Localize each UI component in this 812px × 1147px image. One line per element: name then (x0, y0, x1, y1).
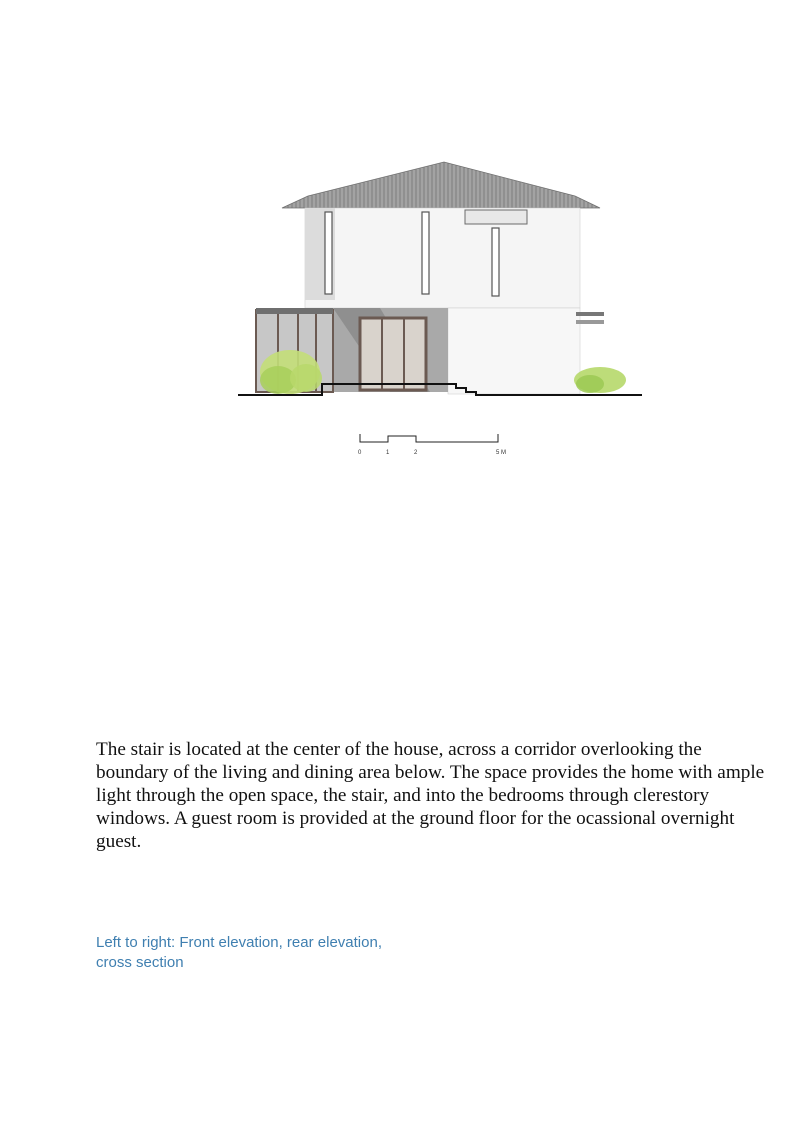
upper-wall (305, 208, 580, 308)
house-elevation-drawing (230, 150, 650, 405)
caption-line-1: Left to right: Front elevation, rear elevation, (96, 934, 382, 951)
scale-label-2: 2 (414, 450, 418, 456)
balcony-rail-1 (576, 312, 604, 316)
clerestory-window-3 (492, 228, 499, 296)
scale-bar-line (360, 434, 498, 442)
clerestory-window-2 (422, 212, 429, 294)
scale-label-1: 1 (386, 450, 390, 456)
scale-label-5m: 5 M (496, 450, 507, 456)
balcony-rail-2 (576, 320, 604, 324)
body-paragraph: The stair is located at the center of the house, across a corridor overlooking the boundary of the living and dining area below. The space provides the home with ample light through the open space, the stair, and into the bedrooms through clerestory windows. A guest room is provided at the ground floor for the ocassional overnight guest. (96, 739, 765, 852)
clerestory-window-1 (325, 212, 332, 294)
eave-fascia (465, 210, 527, 224)
shrub-right (574, 367, 626, 393)
roof (282, 162, 600, 208)
lower-wall-right (448, 308, 580, 394)
scale-label-0: 0 (358, 450, 362, 456)
sliding-door (360, 318, 426, 390)
caption-line-2: cross section (96, 954, 184, 971)
side-room-roof (256, 308, 333, 314)
figure-caption (96, 933, 456, 973)
scale-bar (350, 430, 520, 460)
